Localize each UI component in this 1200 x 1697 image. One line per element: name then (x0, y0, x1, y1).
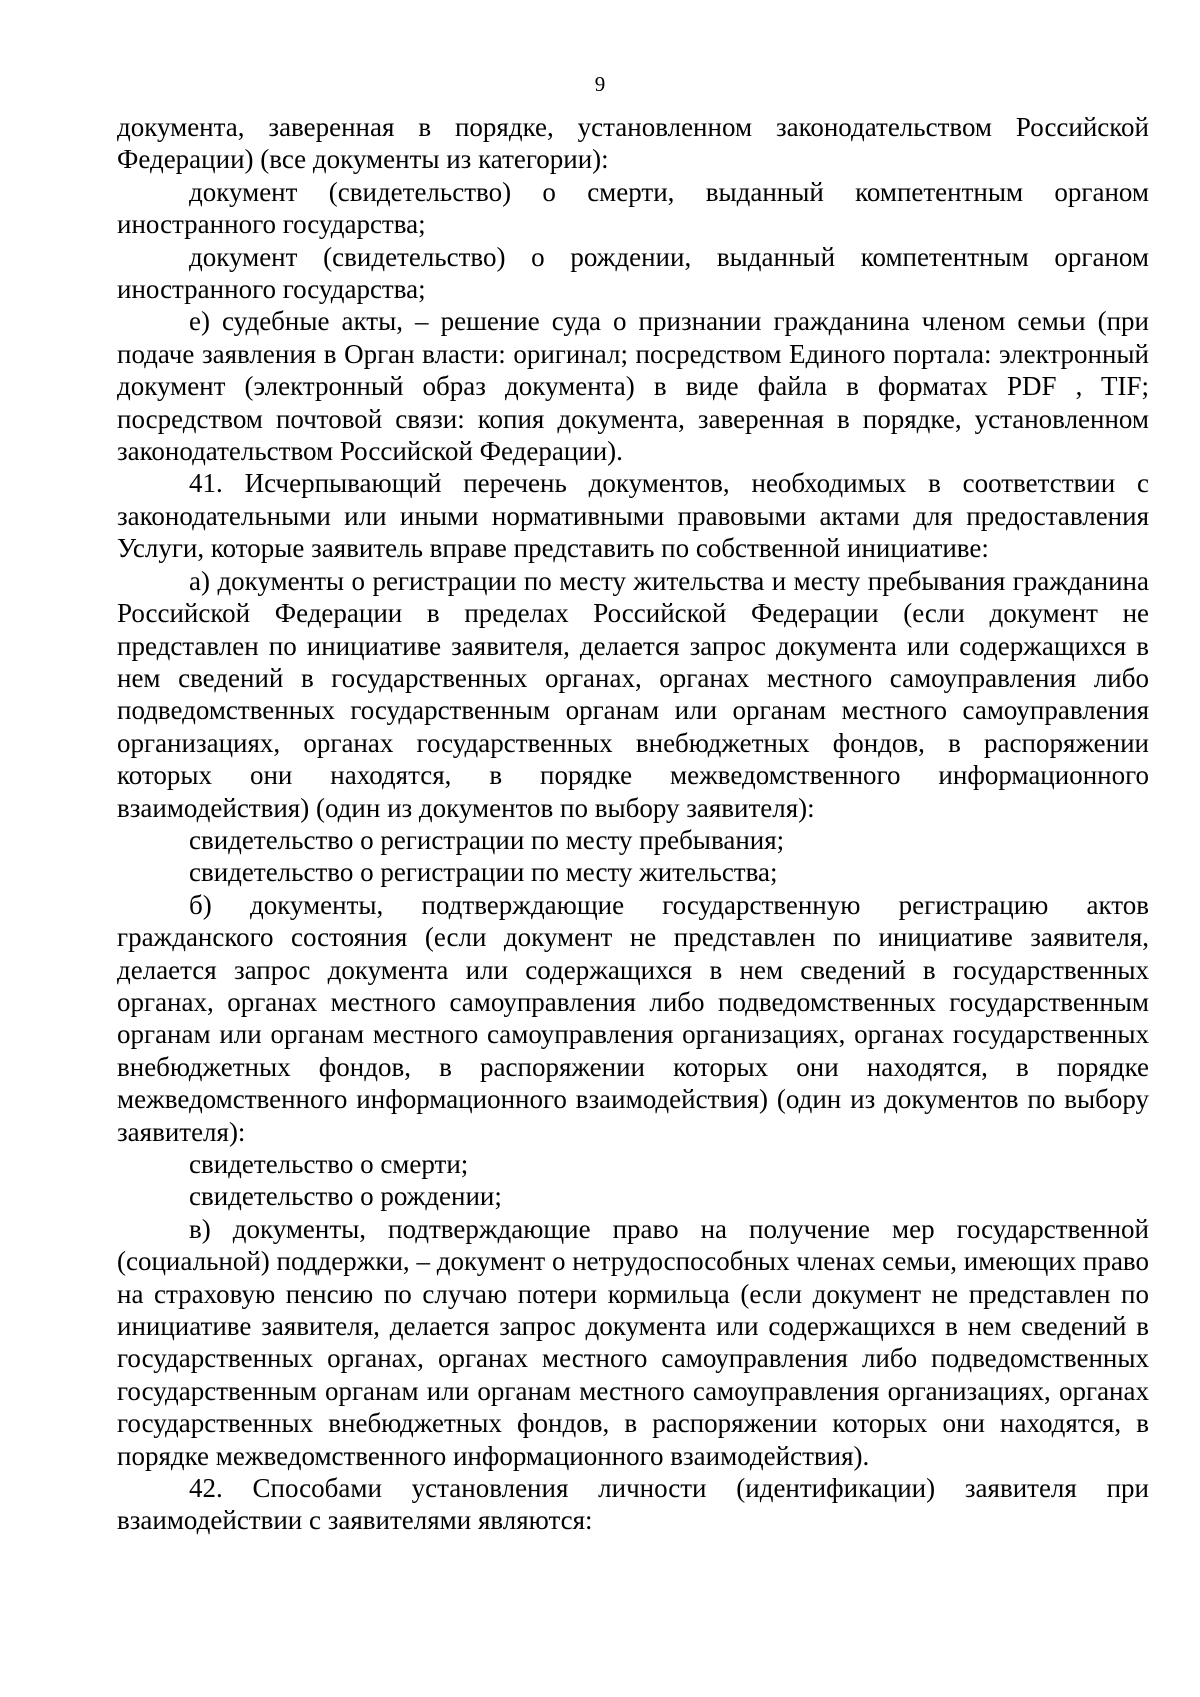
paragraph-certificate-place-of-residence: свидетельство о регистрации по месту жительства; (189, 857, 778, 888)
paragraph-certificate-place-of-stay: свидетельство о регистрации по месту пребывания; (189, 824, 785, 855)
paragraph-clause-42: 42. Способами установления личности (идентификации) заявителя при взаимодействии с заявителями являются: (117, 1473, 1149, 1536)
paragraph-item-b-civil-status-documents: б) документы, подтверждающие государственную регистрацию актов гражданского состояния (если документ не представлен по инициативе заявителя, делается запрос документа или содержащихся в нем сведений в государственных органах, органах местного самоуправления либо подведомственных государственным органам или органам местного самоуправления организациях, органах государственных внебюджетных фондов, в распоряжении которых они находятся, в порядке межведомственного информационного взаимодействия) (один из документов по выбору заявителя): (117, 889, 1149, 1147)
paragraph-item-v-support-documents: в) документы, подтверждающие право на получение мер государственной (социальной) поддержки, – документ о нетрудоспособных членах семьи, имеющих право на страховую пенсию по случаю потери кормильца (если документ не представлен по инициативе заявителя, делается запрос документа или содержащихся в нем сведений в государственных органах, органах местного самоуправления либо подведомственных государственным органам или органам местного самоуправления организациях, органах государственных внебюджетных фондов, в распоряжении которых они находятся, в порядке межведомственного информационного взаимодействия). (117, 1213, 1149, 1471)
paragraph-birth-certificate: свидетельство о рождении; (189, 1181, 502, 1212)
paragraph-birth-certificate-foreign: документ (свидетельство) о рождении, выданный компетентным органом иностранного государства; (117, 241, 1149, 305)
paragraph-continuation: документа, заверенная в порядке, установленном законодательством Российской Федерации) (все документы из категории): (117, 112, 1149, 175)
paragraph-death-certificate-foreign: документ (свидетельство) о смерти, выданный компетентным органом иностранного государства; (117, 176, 1149, 240)
page-number: 9 (594, 72, 606, 96)
paragraph-item-a-registration-documents: а) документы о регистрации по месту жительства и месту пребывания гражданина Российской Федерации в пределах Российской Федерации (если документ не представлен по инициативе заявителя, делается запрос документа или содержащихся в нем сведений в государственных органах, органах местного самоуправления либо подведомственных государственным органам или органам местного самоуправления организациях, органах государственных внебюджетных фондов, в распоряжении которых они находятся, в порядке межведомственного информационного взаимодействия) (один из документов по выбору заявителя): (117, 565, 1149, 823)
paragraph-death-certificate: свидетельство о смерти; (189, 1149, 469, 1179)
paragraph-clause-41: 41. Исчерпывающий перечень документов, необходимых в соответствии с законодательными или иными нормативными правовыми актами для предоставления Услуги, которые заявитель вправе представить по собственной инициативе: (117, 468, 1149, 564)
body-text (117, 111, 1149, 1537)
paragraph-item-e-court-acts: е) судебные акты, – решение суда о признании гражданина членом семьи (при подаче заявления в Орган власти: оригинал; посредством Единого портала: электронный документ (электронный образ документа) в виде файла в форматах PDF , TIF; посредством почтовой связи: копия документа, заверенная в порядке, установленном законодательством Российской Федерации). (117, 306, 1149, 467)
